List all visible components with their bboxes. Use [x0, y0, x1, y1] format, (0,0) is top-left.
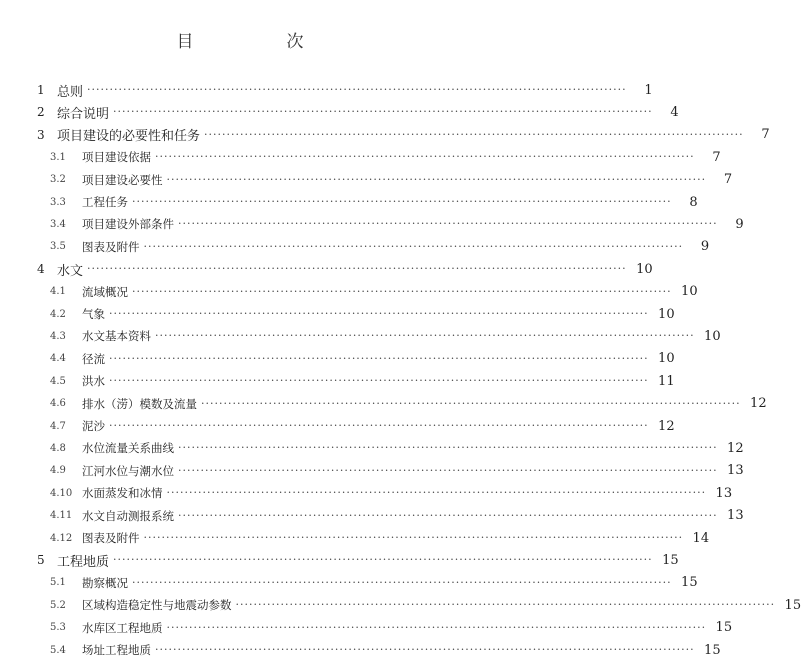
toc-section-entry[interactable] — [0, 147, 721, 167]
entry-page-number: 15 — [784, 597, 801, 613]
entry-number: 3.4 — [50, 218, 66, 230]
entry-title: 勘察概况 — [82, 575, 128, 590]
toc-section-entry[interactable] — [0, 394, 767, 414]
entry-page-number: 12 — [727, 440, 744, 456]
toc-chapter-entry[interactable] — [0, 259, 653, 279]
entry-number: 5.4 — [50, 644, 66, 656]
dot-leader: ························································································································ — [204, 127, 744, 141]
dot-leader: ························································································································ — [87, 262, 627, 276]
dot-leader: ························································································································ — [109, 419, 649, 432]
dot-leader: ························································································································ — [155, 329, 695, 343]
toc-section-entry[interactable] — [0, 438, 744, 458]
entry-number: 3 — [37, 127, 45, 142]
entry-title: 区域构造稳定性与地震动参数 — [82, 598, 232, 613]
entry-number: 4 — [37, 262, 45, 277]
entry-title: 洪水 — [82, 374, 105, 389]
toc-section-entry[interactable] — [0, 282, 698, 302]
entry-number: 2 — [37, 105, 45, 120]
entry-page-number: 10 — [658, 306, 675, 322]
entry-page-number: 13 — [715, 485, 733, 501]
entry-page-number: 9 — [700, 239, 710, 255]
entry-page-number: 14 — [692, 530, 710, 546]
entry-number: 3.2 — [50, 174, 66, 186]
dot-leader: ························································································································ — [109, 374, 649, 388]
entry-page-number: 7 — [712, 149, 721, 165]
entry-page-number: 4 — [670, 104, 679, 120]
entry-number: 1 — [37, 83, 45, 97]
toc-section-entry[interactable] — [0, 640, 721, 660]
dot-leader: ························································································································ — [201, 396, 741, 410]
entry-number: 4.9 — [50, 465, 66, 477]
toc-section-entry[interactable] — [0, 595, 801, 615]
toc-section-entry[interactable] — [0, 461, 744, 481]
entry-title: 综合说明 — [57, 106, 110, 122]
dot-leader: ························································································································ — [178, 217, 718, 231]
entry-page-number: 12 — [750, 396, 767, 412]
toc-section-entry[interactable] — [0, 349, 675, 369]
entry-number: 3.1 — [50, 151, 66, 163]
entry-title: 气象 — [82, 307, 105, 321]
entry-page-number: 15 — [662, 552, 679, 568]
dot-leader: ························································································································ — [132, 575, 672, 589]
entry-title: 水位流量关系曲线 — [82, 441, 174, 456]
entry-number: 4.7 — [50, 420, 66, 432]
toc-section-entry[interactable] — [0, 483, 733, 503]
entry-title: 排水（涝）模数及流量 — [82, 396, 197, 411]
entry-title: 江河水位与潮水位 — [82, 463, 174, 478]
entry-page-number: 7 — [723, 172, 733, 188]
entry-title: 项目建设依据 — [82, 150, 151, 165]
entry-page-number: 15 — [704, 642, 721, 658]
entry-number: 4.3 — [50, 330, 66, 342]
entry-title: 径流 — [82, 351, 105, 366]
entry-number: 4.4 — [50, 353, 66, 365]
entry-page-number: 1 — [644, 82, 653, 98]
entry-title: 水文自动测报系统 — [82, 508, 174, 523]
toc-section-entry[interactable] — [0, 416, 675, 436]
dot-leader: ························································································································ — [132, 284, 672, 298]
entry-title: 图表及附件 — [82, 239, 140, 254]
entry-number: 4.11 — [50, 510, 73, 522]
entry-title: 图表及附件 — [82, 531, 140, 545]
dot-leader: ························································································································ — [166, 486, 707, 500]
entry-number: 5.2 — [50, 599, 66, 611]
toc-chapter-entry[interactable] — [0, 102, 679, 122]
entry-page-number: 15 — [681, 575, 698, 591]
entry-title: 场址工程地质 — [82, 643, 151, 657]
toc-section-entry[interactable] — [0, 618, 733, 638]
entry-number: 4.5 — [50, 375, 66, 387]
entry-page-number: 11 — [658, 373, 675, 389]
entry-title: 水面蒸发和冰情 — [82, 486, 163, 501]
dot-leader: ························································································································ — [166, 172, 707, 186]
entry-title: 流域概况 — [82, 284, 128, 299]
toc-title: 目 次 — [176, 32, 342, 52]
dot-leader: ························································································································ — [113, 105, 653, 119]
entry-title: 工程任务 — [82, 195, 128, 209]
dot-leader: ························································································································ — [155, 150, 695, 164]
entry-page-number: 9 — [735, 216, 744, 232]
entry-title: 工程地质 — [57, 554, 110, 570]
dot-leader: ························································································································ — [178, 463, 718, 477]
entry-title: 水文基本资料 — [82, 329, 151, 344]
dot-leader: ························································································································ — [109, 307, 649, 320]
entry-page-number: 8 — [689, 194, 698, 210]
toc-section-entry[interactable] — [0, 528, 710, 548]
entry-number: 5.1 — [50, 577, 66, 589]
toc-chapter-entry[interactable] — [0, 125, 770, 145]
toc-section-entry[interactable] — [0, 506, 744, 526]
entry-title: 项目建设的必要性和任务 — [57, 129, 201, 145]
entry-number: 4.8 — [50, 442, 66, 454]
entry-page-number: 15 — [715, 620, 733, 636]
entry-number: 5 — [37, 553, 45, 568]
entry-page-number: 7 — [761, 127, 770, 143]
entry-number: 4.1 — [50, 286, 66, 298]
toc-section-entry[interactable] — [0, 170, 733, 190]
entry-page-number: 13 — [727, 508, 744, 524]
entry-number: 4.12 — [50, 532, 73, 544]
entry-title: 水库区工程地质 — [82, 620, 163, 635]
entry-number: 3.3 — [50, 196, 66, 208]
entry-page-number: 10 — [658, 351, 675, 367]
toc-chapter-entry[interactable] — [0, 550, 679, 570]
entry-title: 总则 — [57, 84, 84, 100]
dot-leader: ························································································································ — [155, 643, 695, 656]
entry-page-number: 10 — [704, 328, 721, 344]
toc-section-entry[interactable] — [0, 371, 675, 391]
dot-leader: ························································································································ — [143, 531, 684, 544]
entry-number: 5.3 — [50, 622, 66, 634]
entry-page-number: 10 — [681, 284, 698, 300]
entry-number: 4.10 — [50, 487, 73, 499]
toc-chapter-entry[interactable] — [0, 80, 653, 100]
entry-title: 项目建设外部条件 — [82, 217, 174, 232]
entry-page-number: 10 — [636, 261, 653, 277]
dot-leader: ························································································································ — [178, 508, 718, 522]
entry-title: 泥沙 — [82, 419, 105, 433]
toc-section-entry[interactable] — [0, 192, 698, 212]
dot-leader: ························································································································ — [87, 83, 627, 96]
dot-leader: ························································································································ — [143, 239, 684, 253]
toc-section-entry[interactable] — [0, 304, 675, 324]
toc-section-entry[interactable] — [0, 326, 721, 346]
toc-section-entry[interactable] — [0, 214, 744, 234]
entry-page-number: 13 — [727, 463, 744, 479]
dot-leader: ························································································································ — [235, 598, 776, 612]
dot-leader: ························································································································ — [166, 620, 707, 634]
entry-title: 水文 — [57, 263, 84, 279]
toc-section-entry[interactable] — [0, 237, 710, 257]
entry-number: 3.5 — [50, 241, 66, 253]
entry-page-number: 12 — [658, 418, 675, 434]
dot-leader: ························································································································ — [109, 351, 649, 365]
entry-title: 项目建设必要性 — [82, 172, 163, 187]
entry-number: 4.2 — [50, 308, 66, 320]
dot-leader: ························································································································ — [178, 441, 718, 455]
entry-number: 4.6 — [50, 398, 66, 410]
dot-leader: ························································································································ — [113, 553, 653, 567]
dot-leader: ························································································································ — [132, 195, 672, 208]
toc-section-entry[interactable] — [0, 573, 698, 593]
